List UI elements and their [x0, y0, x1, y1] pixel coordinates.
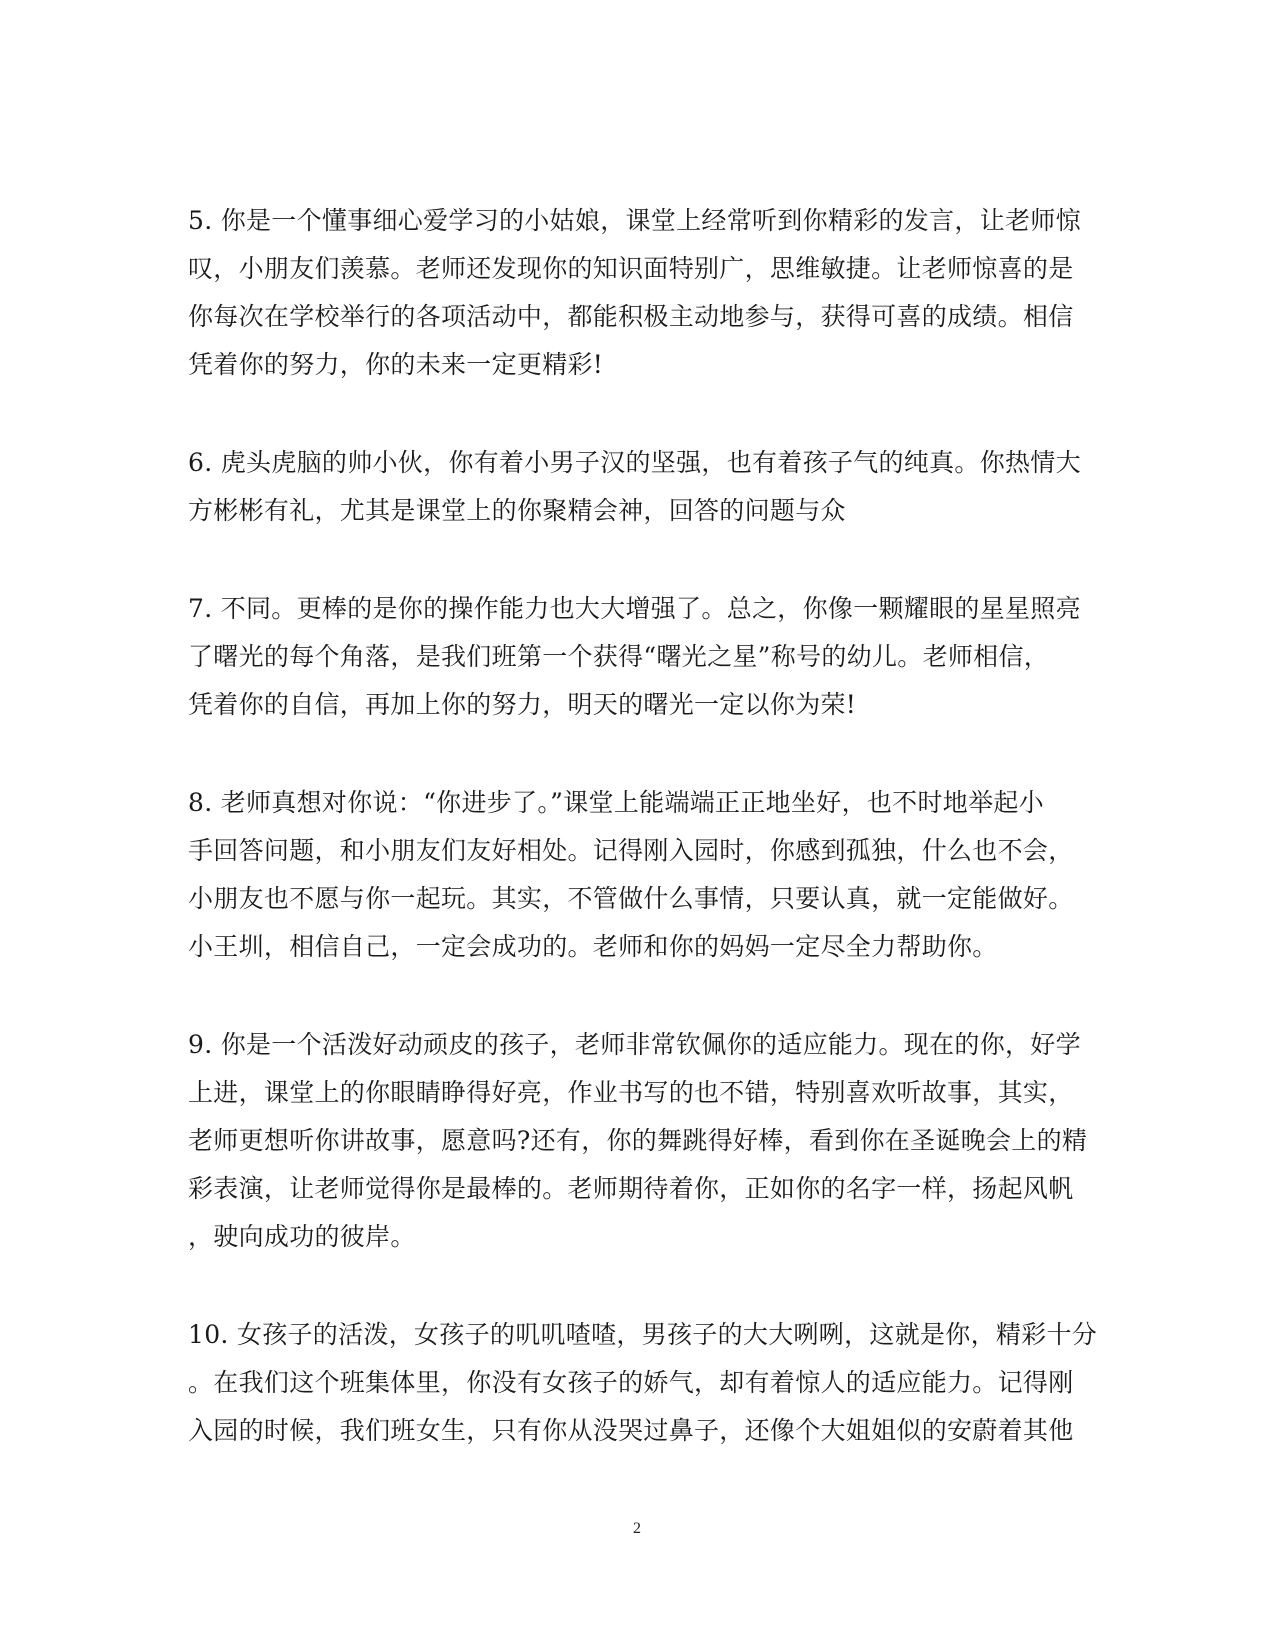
- text-line: 手回答问题，和小朋友们友好相处。记得刚入园时，你感到孤独，什么也不会，: [188, 836, 1074, 865]
- text-line: 。在我们这个班集体里，你没有女孩子的娇气，却有着惊人的适应能力。记得刚: [188, 1368, 1074, 1397]
- text-line: 小朋友也不愿与你一起玩。其实，不管做什么事情，只要认真，就一定能做好。: [188, 884, 1074, 913]
- text-line: 9. 你是一个活泼好动顽皮的孩子，老师非常钦佩你的适应能力。现在的你，好学: [188, 1030, 1081, 1059]
- document-body: [188, 197, 1098, 1455]
- text-line: 凭着你的自信，再加上你的努力，明天的曙光一定以你为荣!: [188, 690, 857, 719]
- text-line: 上进，课堂上的你眼睛睁得好亮，作业书写的也不错，特别喜欢听故事，其实，: [188, 1078, 1074, 1107]
- text-line: 小王圳，相信自己，一定会成功的。老师和你的妈妈一定尽全力帮助你。: [188, 932, 998, 961]
- paragraph-9: [188, 1021, 1088, 1261]
- paragraph-8: [188, 779, 1074, 971]
- text-line: 6. 虎头虎脑的帅小伙，你有着小男子汉的坚强，也有着孩子气的纯真。你热情大: [188, 448, 1081, 477]
- text-line: 8. 老师真想对你说：“你进步了。”课堂上能端端正正地坐好，也不时地举起小: [188, 788, 1044, 817]
- paragraph-5: [188, 197, 1081, 389]
- paragraph-spacer: [188, 389, 1068, 439]
- text-line: 彩表演，让老师觉得你是最棒的。老师期待着你，正如你的名字一样，扬起风帆: [188, 1174, 1074, 1203]
- text-line: 了曙光的每个角落，是我们班第一个获得“曙光之星”称号的幼儿。老师相信，: [188, 642, 1050, 671]
- text-line: 5. 你是一个懂事细心爱学习的小姑娘，课堂上经常听到你精彩的发言，让老师惊: [188, 206, 1081, 235]
- text-line: 7. 不同。更棒的是你的操作能力也大大增强了。总之，你像一颗耀眼的星星照亮: [188, 594, 1081, 623]
- text-line: 叹，小朋友们羡慕。老师还发现你的知识面特别广，思维敏捷。让老师惊喜的是: [188, 254, 1074, 283]
- paragraph-10: [188, 1311, 1098, 1455]
- text-line: 凭着你的努力，你的未来一定更精彩!: [188, 350, 604, 379]
- text-line: ，驶向成功的彼岸。: [188, 1222, 416, 1251]
- text-line: 10. 女孩子的活泼，女孩子的叽叽喳喳，男孩子的大大咧咧，这就是你，精彩十分: [188, 1320, 1098, 1349]
- text-line: 入园的时候，我们班女生，只有你从没哭过鼻子，还像个大姐姐似的安蔚着其他: [188, 1416, 1074, 1445]
- paragraph-spacer: [188, 729, 1068, 779]
- paragraph-spacer: [188, 535, 1068, 585]
- page-number: 2: [633, 1520, 641, 1537]
- text-line: 老师更想听你讲故事，愿意吗?还有，你的舞跳得好棒，看到你在圣诞晚会上的精: [188, 1126, 1088, 1155]
- paragraph-spacer: [188, 971, 1068, 1021]
- text-line: 你每次在学校举行的各项活动中，都能积极主动地参与，获得可喜的成绩。相信: [188, 302, 1074, 331]
- paragraph-7: [188, 585, 1081, 729]
- paragraph-spacer: [188, 1261, 1068, 1311]
- text-line: 方彬彬有礼，尤其是课堂上的你聚精会神，回答的问题与众: [188, 496, 846, 525]
- paragraph-6: [188, 439, 1081, 535]
